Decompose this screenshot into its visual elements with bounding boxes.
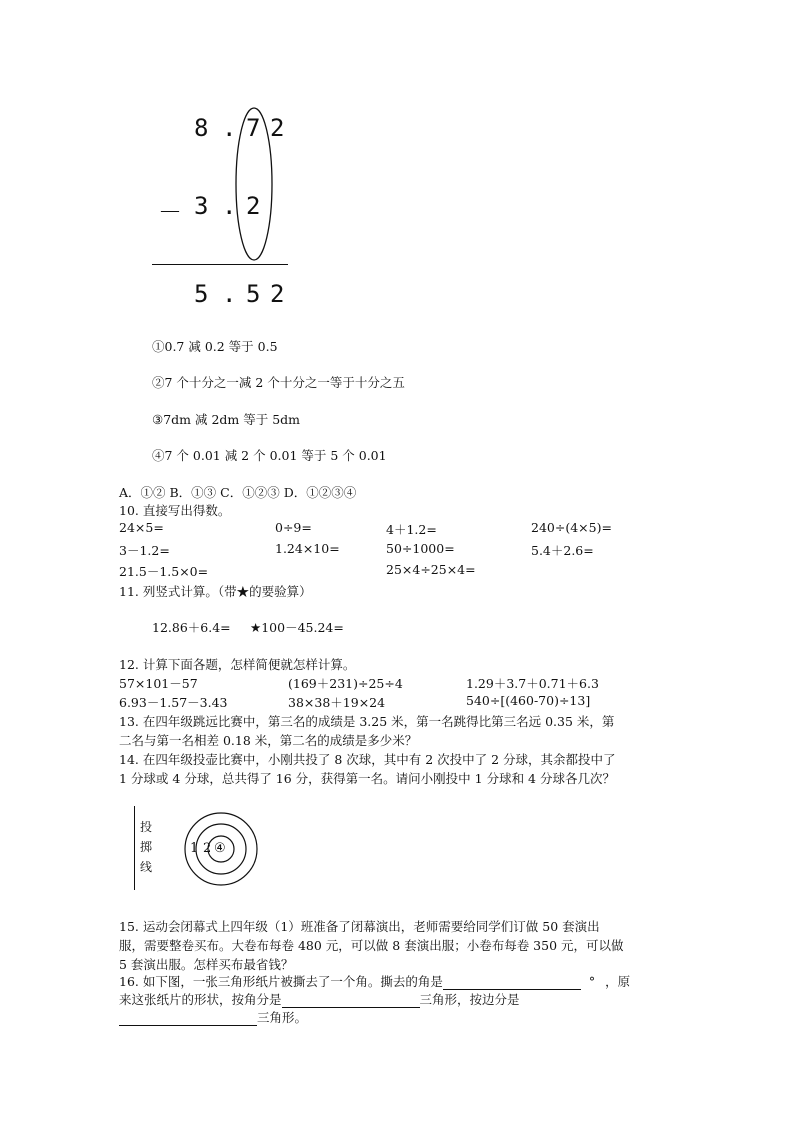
q16-text: 16. 如下图，一张三角形纸片被撕去了一个角。撕去的角是 — [119, 974, 443, 989]
throw-line-char: 投 — [140, 820, 153, 834]
q14-line: 14. 在四年级投壶比赛中，小刚共投了 8 次球，其中有 2 次投中了 2 分球，其余都投中了 — [119, 752, 616, 767]
top-digit: 7 — [246, 114, 261, 142]
q16-text: ，原 — [605, 974, 631, 989]
q12-cell: 38×38＋19×24 — [288, 695, 386, 710]
q12-cell: 540÷[(460-70)÷13] — [466, 693, 591, 708]
option-item: ③7dm 减 2dm 等于 5dm — [152, 412, 301, 427]
result-digit: 2 — [270, 280, 285, 308]
throw-line-char: 掷 — [140, 840, 153, 854]
q12-cell: 57×101－57 — [119, 676, 198, 691]
q10-cell: 0÷9= — [275, 520, 312, 535]
q12-cell: (169＋231)÷25÷4 — [288, 676, 403, 691]
q10-cell: 3－1.2= — [119, 543, 170, 558]
q15-line: 5 套演出服。怎样买布最省钱？ — [119, 957, 294, 972]
q16-line — [119, 1008, 307, 1026]
answer-blank-angle[interactable] — [443, 975, 581, 990]
q10-cell: 4＋1.2= — [386, 522, 437, 537]
q10-cell: 5.4＋2.6= — [531, 543, 594, 558]
q10-cell: 50÷1000= — [386, 541, 455, 556]
q13-line: 13. 在四年级跳远比赛中，第三名的成绩是 3.25 米，第一名跳得比第三名远 0.35 米，第 — [119, 714, 615, 729]
highlight-ellipse — [232, 104, 276, 264]
calculation-line — [152, 264, 288, 265]
q11-item: 12.86＋6.4= — [152, 620, 231, 635]
q16-line — [119, 972, 630, 990]
mid-digit: 3 — [194, 192, 209, 220]
mid-point: . — [222, 192, 237, 220]
throw-line — [134, 806, 135, 890]
option-item: ②7 个十分之一减 2 个十分之一等于十分之五 — [152, 375, 405, 390]
q15-line: 服，需要整卷买布。大卷布每卷 480 元，可以做 8 套演出服；小卷布每卷 350 元，可以做 — [119, 938, 624, 953]
q10-cell: 1.24×10= — [275, 541, 340, 556]
q12-title: 12. 计算下面各题，怎样简便就怎样计算。 — [119, 657, 356, 672]
q13-line: 二名与第一名相差 0.18 米，第二名的成绩是多少米？ — [119, 733, 418, 748]
q11-item: ★100－45.24= — [250, 620, 344, 635]
option-item: ①0.7 减 0.2 等于 0.5 — [152, 339, 278, 354]
ring-label: 2 — [203, 841, 212, 856]
answer-blank-side-type[interactable] — [119, 1011, 257, 1026]
q10-cell: 24×5= — [119, 520, 164, 535]
top-digit: 2 — [270, 114, 285, 142]
result-digit: 5 — [246, 280, 261, 308]
ring-label: ④ — [214, 841, 226, 856]
q12-cell: 6.93－1.57－3.43 — [119, 695, 228, 710]
q12-cell: 1.29＋3.7＋0.71＋6.3 — [466, 676, 599, 691]
result-point: . — [222, 280, 237, 308]
minus-sign: － — [158, 198, 182, 226]
q10-title: 10. 直接写出得数。 — [119, 503, 231, 518]
mid-digit: 2 — [246, 192, 261, 220]
option-item: ④7 个 0.01 减 2 个 0.01 等于 5 个 0.01 — [152, 448, 387, 463]
q10-cell: 240÷(4×5)= — [531, 520, 612, 535]
q16-text: 三角形。 — [257, 1010, 308, 1025]
ring-label: 1 — [190, 841, 199, 856]
q11-title: 11. 列竖式计算。（带★的要验算） — [119, 584, 312, 599]
top-point: . — [222, 114, 237, 142]
q10-cell: 25×4÷25×4= — [386, 562, 476, 577]
result-digit: 5 — [194, 280, 209, 308]
throw-line-char: 线 — [140, 860, 153, 874]
top-digit: 8 — [194, 114, 209, 142]
q15-line: 15. 运动会闭幕式上四年级（1）班准备了闭幕演出，老师需要给同学们订做 50 套演出 — [119, 919, 600, 934]
degree-symbol: ° — [588, 974, 596, 989]
q10-cell: 21.5－1.5×0= — [119, 564, 209, 579]
q14-line: 1 分球或 4 分球，总共得了 16 分，获得第一名。请问小刚投中 1 分球和 4 分球各几次？ — [119, 771, 615, 786]
q16-line — [119, 990, 520, 1008]
answer-choices: A．①② B．①③ C．①②③ D．①②③④ — [119, 485, 357, 500]
q16-text: 来这张纸片的形状，按角分是 — [119, 992, 282, 1007]
q16-text: 三角形，按边分是 — [419, 992, 520, 1007]
answer-blank-angle-type[interactable] — [282, 993, 420, 1008]
